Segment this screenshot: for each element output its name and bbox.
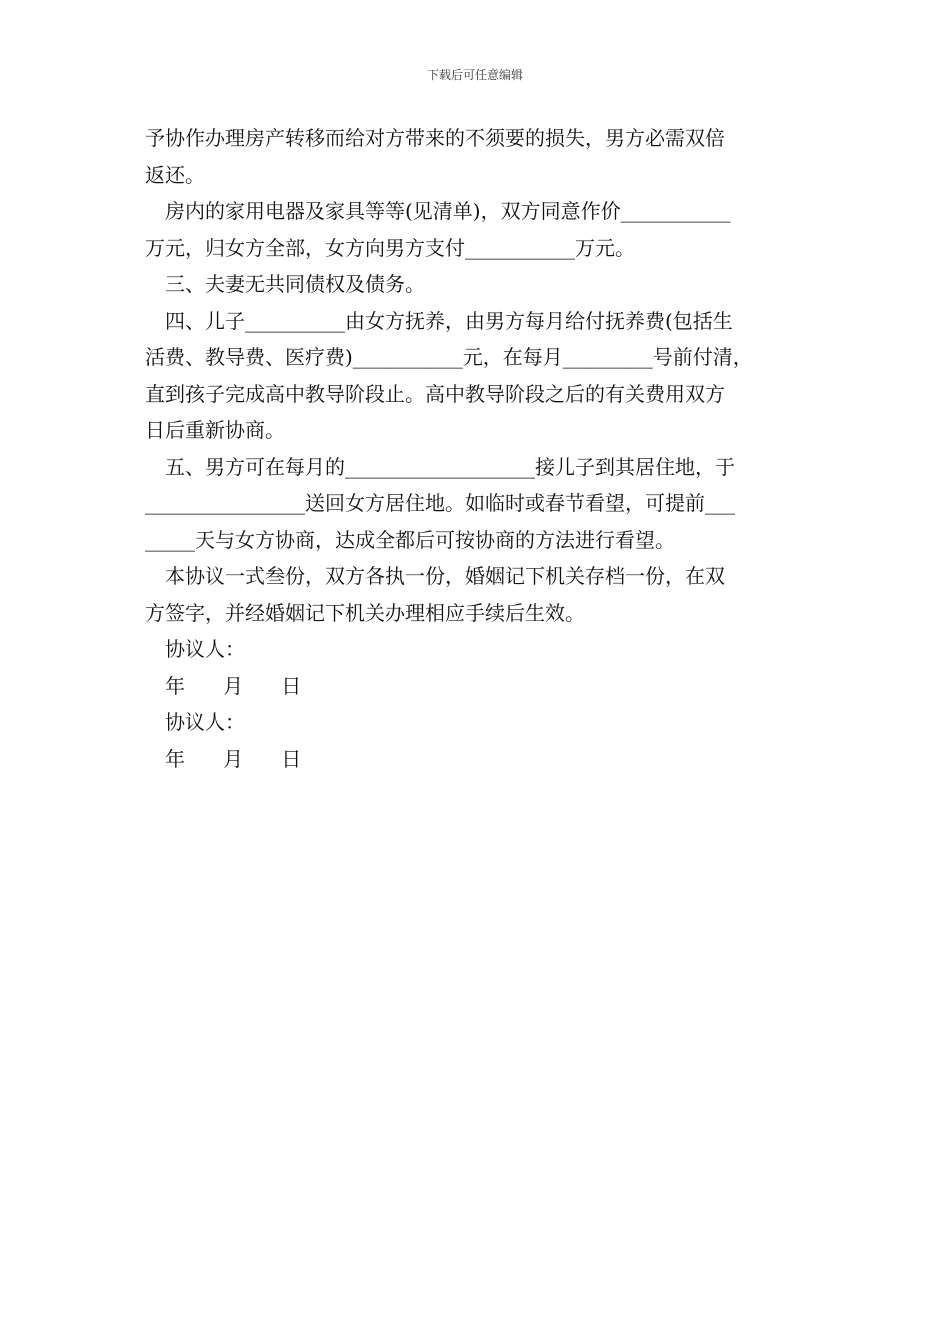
paragraph-line: 日后重新协商。 bbox=[145, 418, 285, 442]
paragraph-line: 方签字，并经婚姻记下机关办理相应手续后生效。 bbox=[145, 600, 585, 625]
paragraph-line: 万元，归女方全部，女方向男方支付___________万元。 bbox=[145, 235, 635, 260]
clause-three: 三、夫妻无共同债权及债务。 bbox=[165, 272, 425, 296]
paragraph-line: _____天与女方协商，达成全都后可按协商的方法进行看望。 bbox=[145, 527, 675, 552]
clause-four: 四、儿子__________由女方抚养，由男方每月给付抚养费(包括生 bbox=[165, 308, 733, 333]
page-header: 下载后可任意编辑 bbox=[426, 68, 523, 82]
paragraph-line: 活费、教导费、医疗费)___________元，在每月_________号前付清， bbox=[145, 345, 753, 369]
paragraph-line: 返还。 bbox=[145, 162, 205, 187]
signature-date-1: 年 月 日 bbox=[165, 673, 302, 698]
paragraph-line: 直到孩子完成高中教导阶段止。高中教导阶段之后的有关费用双方 bbox=[145, 381, 725, 406]
signature-date-2: 年 月 日 bbox=[165, 746, 302, 771]
document-body bbox=[145, 120, 825, 777]
clause-five: 五、男方可在每月的___________________接儿子到其居住地，于 bbox=[165, 454, 735, 479]
paragraph-line: 予协作办理房产转移而给对方带来的不须要的损失，男方必需双倍 bbox=[145, 126, 725, 150]
signatory-label-2: 协议人： bbox=[165, 710, 245, 734]
copies-clause: 本协议一式叁份，双方各执一份，婚姻记下机关存档一份，在双 bbox=[165, 564, 725, 588]
signatory-label-1: 协议人： bbox=[165, 637, 245, 661]
paragraph-line: ________________送回女方居住地。如临时或春节看望，可提前___ bbox=[145, 491, 735, 515]
paragraph-line: 房内的家用电器及家具等等(见清单)，双方同意作价___________ bbox=[165, 199, 731, 223]
